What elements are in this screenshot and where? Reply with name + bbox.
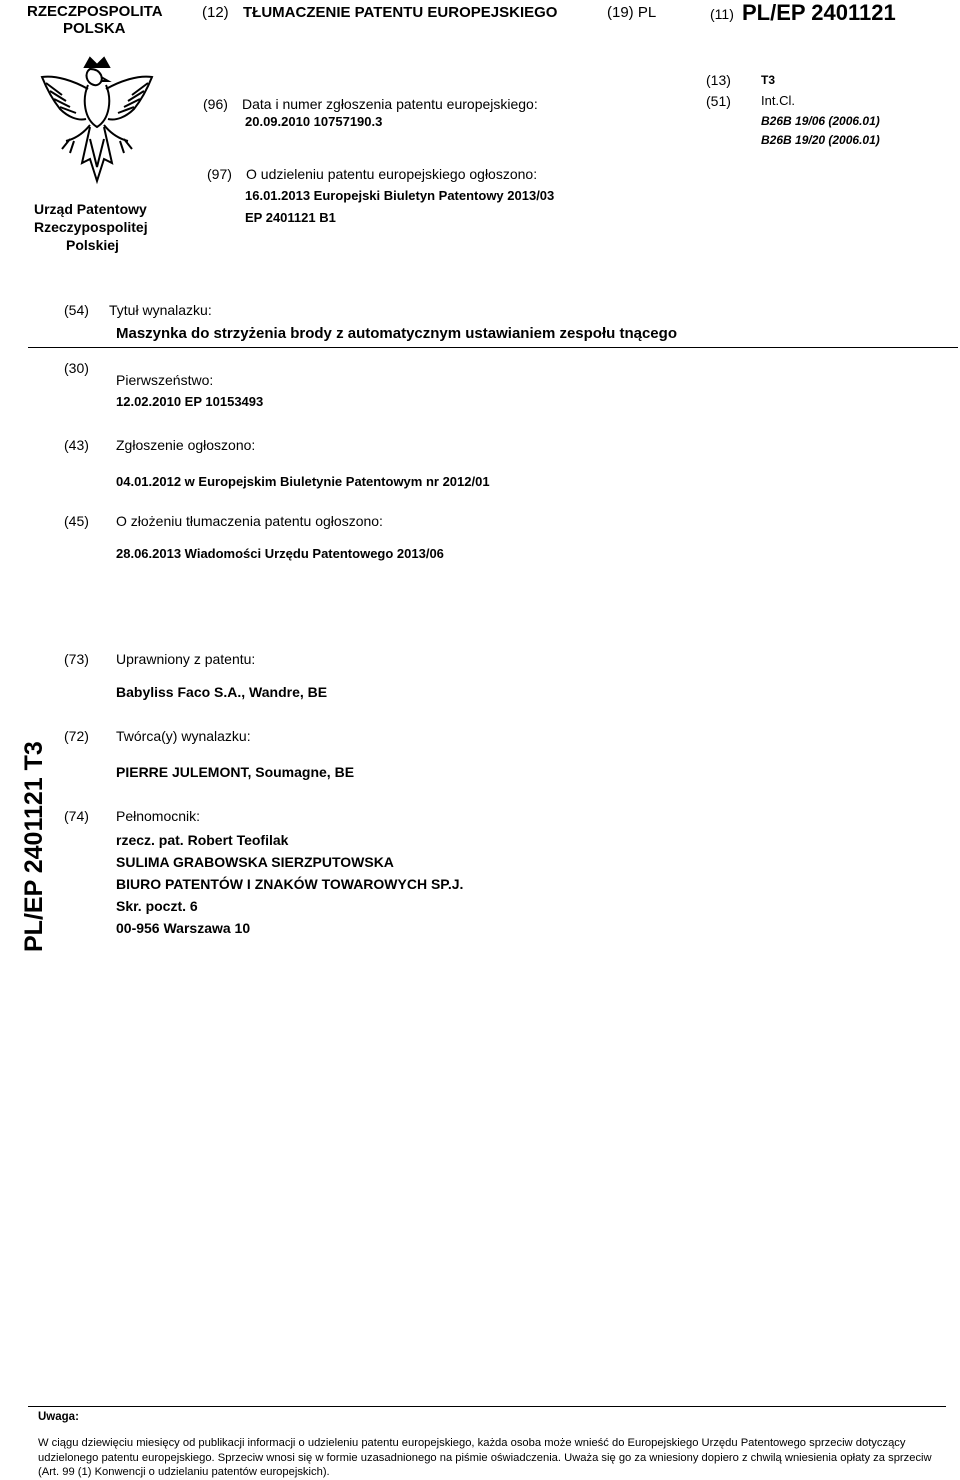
title-divider xyxy=(28,347,958,348)
office-name-line3: Polskiej xyxy=(66,237,119,253)
value-74-line2: SULIMA GRABOWSKA SIERZPUTOWSKA xyxy=(116,854,394,870)
patent-number: PL/EP 2401121 xyxy=(742,0,896,25)
code-12: (12) xyxy=(202,4,229,21)
label-43: Zgłoszenie ogłoszono: xyxy=(116,437,256,453)
code-13: (13) xyxy=(706,72,731,88)
code-73: (73) xyxy=(64,651,89,667)
value-45: 28.06.2013 Wiadomości Urzędu Patentowego 2013/06 xyxy=(116,546,444,561)
code-19: (19) PL xyxy=(607,4,657,21)
label-73: Uprawniony z patentu: xyxy=(116,651,256,667)
value-30: 12.02.2010 EP 10153493 xyxy=(116,394,264,409)
value-74-line1: rzecz. pat. Robert Teofilak xyxy=(116,832,289,848)
label-96: Data i numer zgłoszenia patentu europejskiego: xyxy=(242,96,538,112)
value-96: 20.09.2010 10757190.3 xyxy=(245,114,383,129)
document-type: TŁUMACZENIE PATENTU EUROPEJSKIEGO xyxy=(243,4,558,21)
country-name-line2: POLSKA xyxy=(63,20,126,37)
code-43: (43) xyxy=(64,437,89,453)
code-97: (97) xyxy=(207,166,232,182)
code-72: (72) xyxy=(64,728,89,744)
footer-note: W ciągu dziewięciu miesięcy od publikacji informacji o udzieleniu patentu europejskiego, każda osoba może wnieść do Europejskiego Urzędu Patentowego sprzeciw dotyczący udzielonego patentu europejskiego. Sprzeciw wnosi się w formie uzasadnionego na piśmie oświadczenia. Uważa się go za wniesiony dopiero z chwilą wniesienia opłaty za sprzeciw (Art. 99 (1) Konwencji o udzielaniu patentów europejskich). xyxy=(38,1437,932,1478)
code-74: (74) xyxy=(64,808,89,824)
code-45: (45) xyxy=(64,513,89,529)
label-54: Tytuł wynalazku: xyxy=(109,302,212,318)
footer-divider xyxy=(28,1406,946,1407)
value-72: PIERRE JULEMONT, Soumagne, BE xyxy=(116,764,355,780)
polish-eagle-emblem-icon xyxy=(38,55,156,185)
value-13: T3 xyxy=(761,73,776,87)
value-74-line5: 00-956 Warszawa 10 xyxy=(116,920,251,936)
invention-title: Maszynka do strzyżenia brody z automatycznym ustawianiem zespołu tnącego xyxy=(116,325,677,342)
country-name-line1: RZECZPOSPOLITA xyxy=(27,3,163,20)
code-54: (54) xyxy=(64,302,89,318)
value-43: 04.01.2012 w Europejskim Biuletynie Patentowym nr 2012/01 xyxy=(116,474,490,489)
code-11: (11) xyxy=(710,6,734,22)
code-30: (30) xyxy=(64,360,89,376)
value-97-bulletin: 16.01.2013 Europejski Biuletyn Patentowy 2013/03 xyxy=(245,188,555,203)
label-97: O udzieleniu patentu europejskiego ogłoszono: xyxy=(246,166,538,182)
label-74: Pełnomocnik: xyxy=(116,808,201,824)
side-patent-label: PL/EP 2401121 T3 xyxy=(20,741,48,952)
classification-1: B26B 19/06 (2006.01) xyxy=(761,114,880,128)
label-30: Pierwszeństwo: xyxy=(116,372,214,388)
value-74-line4: Skr. poczt. 6 xyxy=(116,898,198,914)
code-96: (96) xyxy=(203,96,228,112)
office-name-line1: Urząd Patentowy xyxy=(34,201,147,217)
value-73: Babyliss Faco S.A., Wandre, BE xyxy=(116,684,328,700)
office-name-line2: Rzeczypospolitej xyxy=(34,219,148,235)
label-51: Int.Cl. xyxy=(761,93,795,108)
value-97-ep-number: EP 2401121 B1 xyxy=(245,210,336,225)
classification-2: B26B 19/20 (2006.01) xyxy=(761,133,880,147)
label-72: Twórca(y) wynalazku: xyxy=(116,728,251,744)
code-51: (51) xyxy=(706,93,731,109)
value-74-line3: BIURO PATENTÓW I ZNAKÓW TOWAROWYCH SP.J. xyxy=(116,876,464,892)
label-45: O złożeniu tłumaczenia patentu ogłoszono: xyxy=(116,513,383,529)
footer-label: Uwaga: xyxy=(38,1411,79,1423)
